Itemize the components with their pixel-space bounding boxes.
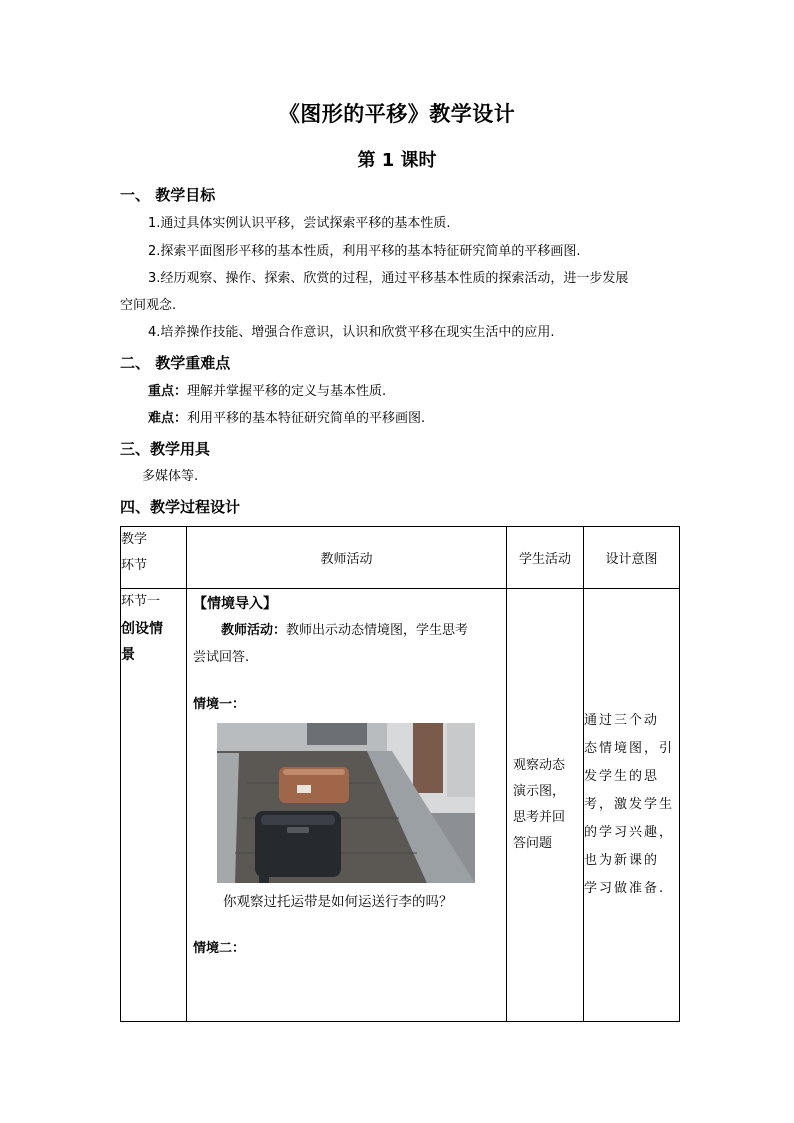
teacher-activity-line — [193, 617, 500, 645]
design-intent-cell — [584, 589, 680, 1022]
section-title: 【情境导入】 — [193, 596, 277, 612]
section-heading-process: 四、教学过程设计 — [120, 498, 241, 516]
teacher-activity-text-continued: 尝试回答. — [193, 650, 250, 665]
difficult-point — [148, 406, 425, 432]
step-name: 创设情 — [121, 621, 163, 637]
table-header-row — [121, 527, 680, 589]
key-point — [148, 379, 386, 405]
header-step — [121, 527, 187, 589]
design-intent-line: 发学生的思 — [584, 769, 660, 784]
objective-item: 1.通过具体实例认识平移，尝试探索平移的基本性质. — [148, 216, 451, 231]
student-activity-line: 观察动态 — [513, 758, 566, 773]
design-intent-line: 态情境图，引 — [584, 741, 675, 756]
scene-two-label: 情境二： — [193, 941, 246, 956]
header-step-line: 教学 — [121, 532, 148, 547]
objective-item: 3.经历观察、操作、探索、欣赏的过程，通过平移基本性质的探索活动，进一步发展 — [148, 271, 629, 286]
step-cell — [121, 589, 187, 1022]
step-number: 环节一 — [121, 594, 161, 609]
design-intent-line: 通过三个动 — [584, 713, 660, 728]
objective-item-continued: 空间观念. — [120, 298, 177, 313]
teacher-activity-label: 教师活动： — [221, 623, 287, 638]
difficult-point-label: 难点： — [148, 411, 188, 426]
student-activity-line: 思考并回 — [513, 810, 566, 825]
design-intent-line: 学习做准备. — [584, 881, 666, 896]
header-step-line: 环节 — [121, 558, 148, 573]
teacher-activity-text: 教师出示动态情境图，学生思考 — [286, 623, 469, 638]
process-table — [120, 526, 680, 1022]
section-heading-key-points: 二、 教学重难点 — [120, 354, 231, 372]
luggage-conveyor-photo — [217, 723, 475, 883]
document-title: 《图形的平移》教学设计 — [278, 102, 516, 126]
document-subtitle: 第 1 课时 — [357, 150, 437, 171]
student-activity-line: 演示图， — [513, 784, 566, 799]
luggage-conveyor-image — [217, 723, 475, 883]
section-heading-objectives: 一、 教学目标 — [120, 186, 216, 204]
student-activity-cell — [507, 589, 584, 1022]
header-design-intent: 设计意图 — [584, 527, 680, 589]
tools-text: 多媒体等. — [142, 469, 199, 484]
key-point-text: 理解并掌握平移的定义与基本性质. — [187, 384, 387, 399]
key-point-label: 重点： — [148, 384, 188, 399]
teacher-activity-cell — [187, 589, 507, 1022]
design-intent-line: 的学习兴趣， — [584, 825, 675, 840]
table-row — [121, 589, 680, 1022]
header-student-activity: 学生活动 — [507, 527, 584, 589]
header-teacher-activity: 教师活动 — [187, 527, 507, 589]
difficult-point-text: 利用平移的基本特征研究简单的平移画图. — [187, 411, 426, 426]
section-heading-tools: 三、教学用具 — [120, 440, 211, 458]
design-intent-line: 也为新课的 — [584, 853, 660, 868]
objective-item: 4.培养操作技能、增强合作意识，认识和欣赏平移在现实生活中的应用. — [148, 325, 555, 340]
step-name: 景 — [121, 647, 135, 663]
photo-caption: 你观察过托运带是如何运送行李的吗？ — [223, 894, 453, 910]
objective-item: 2.探索平面图形平移的基本性质，利用平移的基本特征研究简单的平移画图. — [148, 244, 581, 259]
design-intent-line: 考，激发学生 — [584, 797, 675, 812]
student-activity-line: 答问题 — [513, 836, 553, 851]
scene-one-label: 情境一： — [193, 697, 246, 712]
